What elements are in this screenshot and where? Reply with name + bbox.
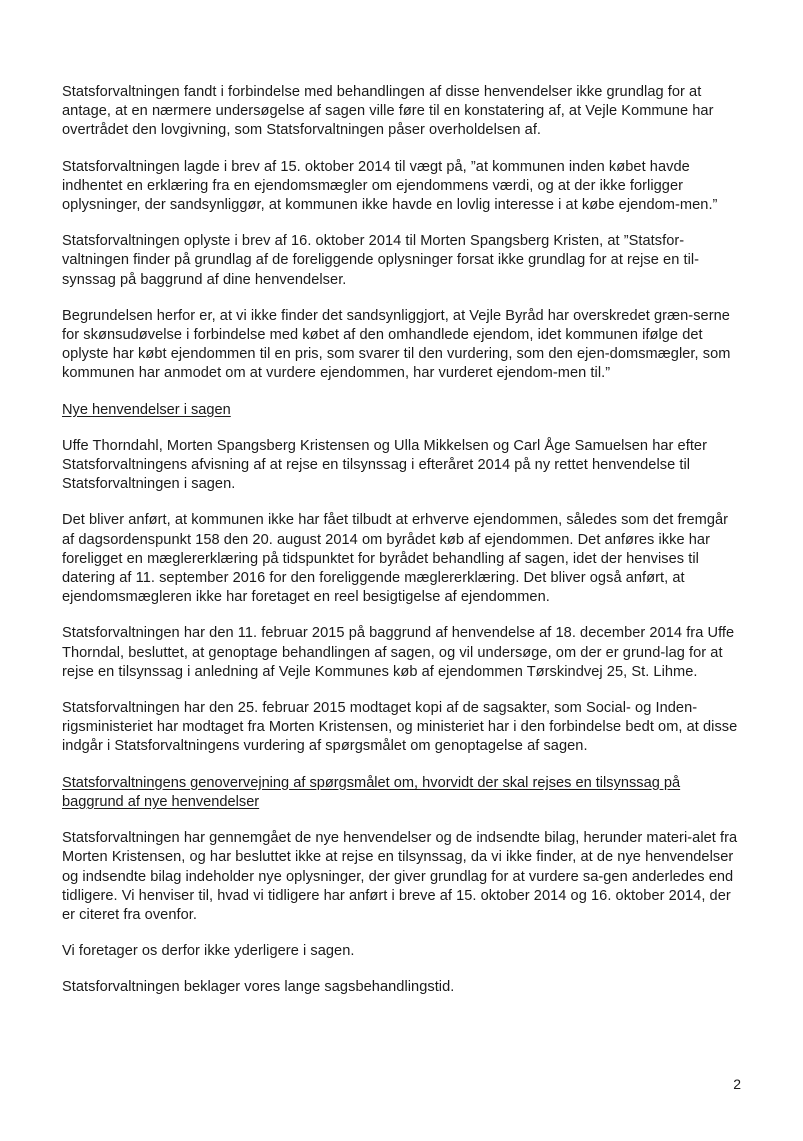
page-number: 2 — [733, 1076, 741, 1092]
paragraph-new-inquiries: Uffe Thorndahl, Morten Spangsberg Kristensen og Ulla Mikkelsen og Carl Åge Samuelsen har efter Statsforvaltningens afvisning af at rejse en tilsynssag i efteråret 2014 på ny rettet henvendelse til Statsforvaltningen i sagen. — [62, 437, 708, 493]
paragraph-letter-15-october: Statsforvaltningen lagde i brev af 15. oktober 2014 til vægt på, ”at kommunen inden købet havde indhentet en erklæring fra en ejendomsmægler om ejendommens værdi, og at der ikke forligger oplysninger, der sandsynliggør, at kommunen ikke havde en lovlig interesse i at købe ejendom-men.” — [62, 158, 718, 214]
paragraph-letter-16-october: Statsforvaltningen oplyste i brev af 16. oktober 2014 til Morten Spangsberg Kristen, at ”Statsfor-valtningen finder på grundlag af de foreliggende oplysninger forsat ikke grundlag for at rejse en til-synssag på baggrund af dine henvendelser. — [62, 233, 700, 288]
section-heading-new-inquiries: Nye henvendelser i sagen — [62, 401, 231, 418]
paragraph-ministry-documents: Statsforvaltningen har den 25. februar 2015 modtaget kopi af de sagsakter, som Social- og Inden-rigsministeriet har modtaget fra Morten Kristensen, og ministeriet har i den forbindelse bedt om, at disse indgår i Statsforvaltningens vurdering af spørgsmålet om genoptagelse af sagen. — [62, 700, 738, 755]
paragraph-reopening: Statsforvaltningen har den 11. februar 2015 på baggrund af henvendelse af 18. december 2014 fra Uffe Thorndal, besluttet, at genoptage behandlingen af sagen, og vil undersøge, om der er grund-lag for at rejse en tilsynssag i anledning af Vejle Kommunes køb af ejendommen Tørskindvej 25, St. Lihme. — [62, 625, 735, 680]
paragraph-initial-assessment: Statsforvaltningen fandt i forbindelse med behandlingen af disse henvendelser ikke grundlag for at antage, at en nærmere undersøgelse af sagen ville føre til en konstatering af, at Vejle Kommune har overtrådet den lovgivning, som Statsforvaltningen påser overholdelsen af. — [62, 84, 714, 139]
paragraph-justification: Begrundelsen herfor er, at vi ikke finder det sandsynliggjort, at Vejle Byråd har overskredet græn-serne for skønsudøvelse i forbindelse med købet af den omhandlede ejendom, idet kommunen ifølge det oplyste har købt ejendommen til en pris, som svarer til den vurdering, som den ejen-domsmægler, som kommunen har anmodet om at vurdere ejendommen, har vurderet ejendom-men til.” — [62, 307, 731, 382]
document-body — [62, 83, 742, 1015]
paragraph-apology: Statsforvaltningen beklager vores lange sagsbehandlingstid. — [62, 979, 455, 996]
paragraph-no-further-action: Vi foretager os derfor ikke yderligere i sagen. — [62, 943, 355, 960]
paragraph-decision: Statsforvaltningen har gennemgået de nye henvendelser og de indsendte bilag, herunder materi-alet fra Morten Kristensen, og har besluttet ikke at rejse en tilsynssag, da vi ikke finder, at de nye henvendelser og indsendte bilag indeholder nye oplysninger, der giver grundlag for at vurdere sa-gen anderledes end tidligere. Vi henviser til, hvad vi tidligere har anført i breve af 15. oktober 2014 og 16. oktober 2014, der er citeret fra ovenfor. — [62, 830, 738, 923]
section-heading-reconsideration: Statsforvaltningens genovervejning af spørgsmålet om, hvorvidt der skal rejses en tilsynssag på baggrund af nye henvendelser — [62, 774, 681, 810]
paragraph-claims: Det bliver anført, at kommunen ikke har fået tilbudt at erhverve ejendommen, således som det fremgår af dagsordenspunkt 158 den 20. august 2014 om byrådet køb af ejendommen. Det anføres ikke har foreligget en mæglererklæring på tidspunktet for byrådet behandling af sagen, idet der henvises til datering af 11. september 2016 for den foreliggende mæglererklæring. Det bliver også anført, at ejendomsmægleren ikke har foretaget en reel besigtigelse af ejendommen. — [62, 512, 729, 606]
